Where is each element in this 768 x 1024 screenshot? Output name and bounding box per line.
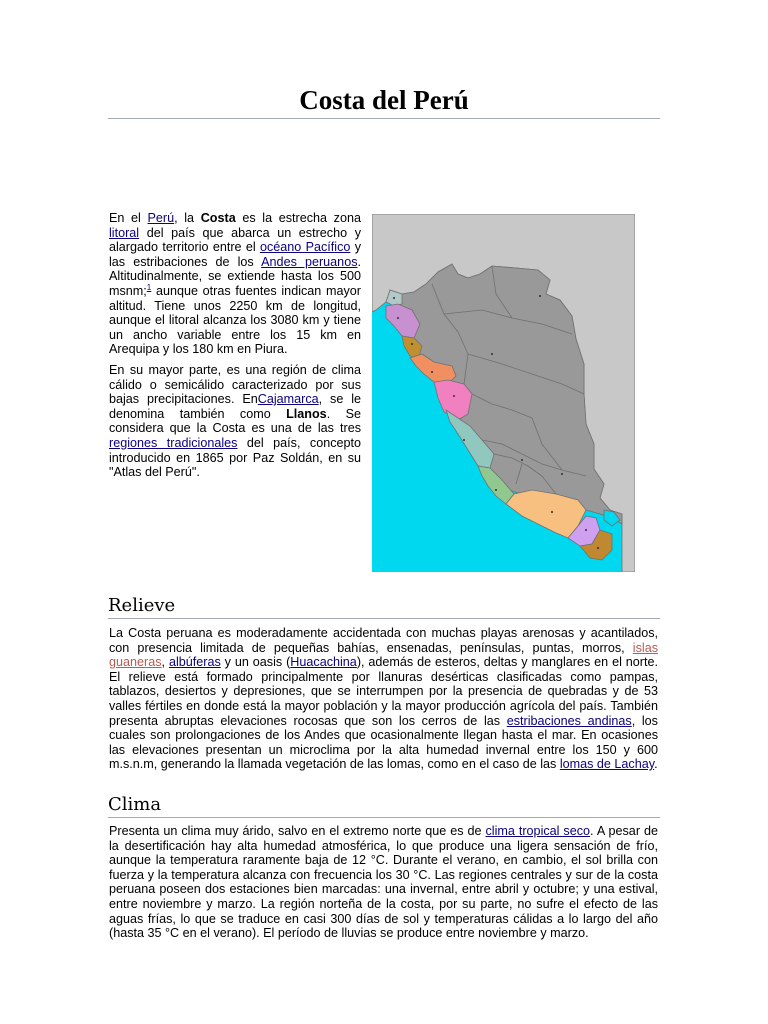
relieve-paragraph: La Costa peruana es moderadamente accidentada con muchas playas arenosas y acantilados, con presencia limitada de pequeñas bahías, ensenadas, penínsulas, puntas, morros, islas guaneras, albúferas y un oasis (Huacachina), además de esteros, deltas y manglares en el norte. El relieve está formado principalmente por llanuras desérticas clasificadas como pampas, tablazos, desiertos y depresiones, que se interrumpen por la presencia de quebradas y de 53 valles fértiles en donde está la mayor población y la mayor producción agrícola del país. También presenta abruptas elevaciones rocosas que son los cerros de las estribaciones andinas, los cuales son prolongaciones de los Andes que ocasionalmente llegan hasta el mar. En ocasiones las elevaciones presentan un microclima por la alta humedad invernal entre los 150 y 600 m.s.n.m, generando la llamada vegetación de las lomas, como en el caso de las lomas de Lachay.: [109, 626, 659, 772]
peru-coast-map: [372, 214, 635, 572]
intro-paragraph-2: En su mayor parte, es una región de clima cálido o semicálido caracterizado por sus bajas precipitaciones. EnCajamarca, se le denomina también como Llanos. Se considera que la Costa es una de las tres regiones tradicionales del país, concepto introducido en 1865 por Paz Soldán, en su "Atlas del Perú".: [109, 362, 362, 480]
reference-1[interactable]: 1: [146, 282, 152, 292]
link-lomas-de-lachay[interactable]: lomas de Lachay: [559, 757, 655, 772]
link-albuferas[interactable]: albúferas: [168, 655, 221, 670]
bold-costa: Costa: [200, 211, 236, 225]
link-huacachina[interactable]: Huacachina: [290, 655, 357, 670]
bold-llanos: Llanos: [286, 406, 327, 421]
link-clima-tropical-seco[interactable]: clima tropical seco: [485, 824, 591, 838]
intro-paragraph-1: En el Perú, la Costa es la estrecha zona litoral del país que abarca un estrecho y alargado territorio entre el océano Pacífico y las estribaciones de los Andes peruanos. Altitudinalmente, se extiende hasta los 500 msnm;$^1$ aunque otras fuentes indican mayor altitud. Tiene unos 2250 km de longitud, aunque el litoral alcanza los 3080 km y tiene un ancho variable entre los 15 km en Arequipa y los 180 km en Piura.: [109, 211, 361, 357]
link-estribaciones-andinas[interactable]: estribaciones andinas: [506, 713, 632, 728]
link-peru[interactable]: Perú: [147, 211, 175, 225]
link-litoral[interactable]: litoral: [109, 225, 140, 240]
page-title: Costa del Perú: [299, 85, 469, 115]
link-andes-peruanos[interactable]: Andes peruanos: [261, 254, 358, 269]
link-islas-guaneras[interactable]: islas guaneras: [109, 640, 658, 670]
title-divider: [108, 118, 660, 119]
clima-paragraph: Presenta un clima muy árido, salvo en el extremo norte que es de clima tropical seco. A pesar de la desertificación hay alta humedad atmosférica, lo que produce una ligera sensación de frío, aunque la temperatura raramente baja de 12 °C. Durante el verano, en cambio, el sol brilla con fuerza y la temperatura alcanza con frecuencia los 30 °C. Las regiones centrales y sur de la costa peruana poseen dos estaciones bien marcadas: una invernal, entre abril y octubre; y una estival, entre noviembre y marzo. La región norteña de la costa, por su parte, no sufre el efecto de las aguas frías, lo que se traduce en casi 300 días de sol y temperaturas cálidas a lo largo del año (hasta 35 °C en el verano). El período de lluvias se produce entre noviembre y marzo.: [109, 824, 658, 941]
section-heading-clima: Clima: [108, 794, 162, 815]
link-oceano-pacifico[interactable]: océano Pacífico: [259, 240, 351, 255]
clima-divider: [108, 817, 660, 818]
section-heading-relieve: Relieve: [108, 595, 176, 616]
link-regiones-tradicionales[interactable]: regiones tradicionales: [109, 435, 238, 450]
link-cajamarca[interactable]: Cajamarca: [257, 392, 319, 407]
relieve-divider: [108, 618, 660, 619]
intro-text: [109, 211, 361, 486]
